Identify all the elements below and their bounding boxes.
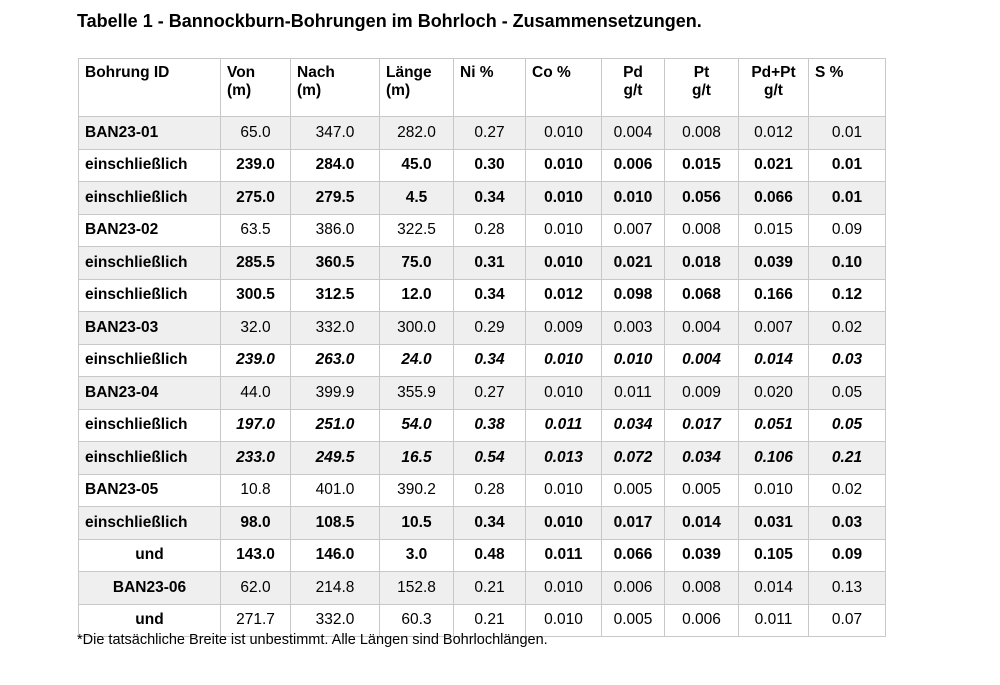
cell-value: 360.5: [291, 247, 380, 280]
cell-value: 10.8: [221, 474, 291, 507]
header-unit: (m): [297, 82, 322, 99]
header-pd: [602, 59, 665, 117]
header-pdpt: [739, 59, 809, 117]
cell-value: 0.21: [454, 572, 526, 605]
cell-value: 0.21: [809, 442, 886, 475]
cell-value: 0.039: [739, 247, 809, 280]
cell-value: 0.01: [809, 149, 886, 182]
cell-value: 0.05: [809, 409, 886, 442]
header-unit: (m): [386, 82, 411, 99]
cell-value: 16.5: [380, 442, 454, 475]
table-row: [79, 539, 886, 572]
cell-value: 0.006: [602, 572, 665, 605]
cell-value: 0.011: [739, 604, 809, 637]
cell-value: 332.0: [291, 312, 380, 345]
table-row: [79, 312, 886, 345]
cell-value: 0.34: [454, 344, 526, 377]
cell-value: 45.0: [380, 149, 454, 182]
cell-value: 0.30: [454, 149, 526, 182]
header-label: Bohrung ID: [85, 64, 170, 81]
header-label: Ni %: [460, 64, 494, 81]
cell-value: 0.010: [602, 344, 665, 377]
cell-value: 44.0: [221, 377, 291, 410]
cell-value: 0.105: [739, 539, 809, 572]
cell-value: 0.017: [665, 409, 739, 442]
cell-bohrung-id: BAN23-01: [79, 117, 221, 150]
cell-value: 0.01: [809, 182, 886, 215]
header-laenge: [380, 59, 454, 117]
cell-value: 0.066: [739, 182, 809, 215]
cell-value: 0.015: [739, 214, 809, 247]
cell-value: 300.0: [380, 312, 454, 345]
cell-value: 332.0: [291, 604, 380, 637]
cell-value: 0.010: [526, 344, 602, 377]
cell-value: 0.29: [454, 312, 526, 345]
cell-value: 0.014: [665, 507, 739, 540]
cell-bohrung-id: BAN23-02: [79, 214, 221, 247]
table-row: [79, 572, 886, 605]
cell-bohrung-id: einschließlich: [79, 279, 221, 312]
cell-value: 4.5: [380, 182, 454, 215]
cell-value: 65.0: [221, 117, 291, 150]
cell-value: 0.09: [809, 214, 886, 247]
cell-value: 0.013: [526, 442, 602, 475]
header-co: [526, 59, 602, 117]
cell-value: 263.0: [291, 344, 380, 377]
cell-value: 75.0: [380, 247, 454, 280]
cell-value: 32.0: [221, 312, 291, 345]
cell-bohrung-id: einschließlich: [79, 409, 221, 442]
cell-value: 0.010: [526, 214, 602, 247]
table-body: [79, 117, 886, 637]
cell-value: 0.066: [602, 539, 665, 572]
header-bohrung-id: [79, 59, 221, 117]
cell-value: 0.10: [809, 247, 886, 280]
cell-value: 0.008: [665, 117, 739, 150]
cell-value: 0.008: [665, 214, 739, 247]
cell-value: 0.056: [665, 182, 739, 215]
cell-value: 0.28: [454, 214, 526, 247]
cell-value: 0.106: [739, 442, 809, 475]
cell-value: 54.0: [380, 409, 454, 442]
cell-value: 0.018: [665, 247, 739, 280]
table-row: [79, 214, 886, 247]
header-pt: [665, 59, 739, 117]
cell-value: 62.0: [221, 572, 291, 605]
cell-value: 0.12: [809, 279, 886, 312]
cell-value: 399.9: [291, 377, 380, 410]
cell-bohrung-id: BAN23-05: [79, 474, 221, 507]
header-label: Länge: [386, 64, 432, 81]
cell-value: 0.007: [602, 214, 665, 247]
cell-value: 0.010: [526, 474, 602, 507]
cell-value: 0.166: [739, 279, 809, 312]
cell-value: 0.09: [809, 539, 886, 572]
cell-value: 0.004: [665, 312, 739, 345]
table-row: [79, 507, 886, 540]
drill-results-table: [78, 58, 886, 637]
table-row: [79, 344, 886, 377]
cell-value: 282.0: [380, 117, 454, 150]
table-row: [79, 247, 886, 280]
cell-value: 233.0: [221, 442, 291, 475]
cell-value: 239.0: [221, 149, 291, 182]
cell-value: 0.02: [809, 474, 886, 507]
header-ni: [454, 59, 526, 117]
cell-value: 0.010: [739, 474, 809, 507]
table-title: Tabelle 1 - Bannockburn-Bohrungen im Bohrloch - Zusammensetzungen.: [77, 11, 702, 31]
cell-value: 0.008: [665, 572, 739, 605]
cell-value: 143.0: [221, 539, 291, 572]
cell-value: 0.007: [739, 312, 809, 345]
cell-value: 197.0: [221, 409, 291, 442]
cell-value: 152.8: [380, 572, 454, 605]
cell-bohrung-id: einschließlich: [79, 507, 221, 540]
cell-value: 0.21: [454, 604, 526, 637]
cell-value: 214.8: [291, 572, 380, 605]
cell-value: 0.003: [602, 312, 665, 345]
cell-value: 284.0: [291, 149, 380, 182]
cell-value: 271.7: [221, 604, 291, 637]
header-label: Von: [227, 64, 256, 81]
header-label: Co %: [532, 64, 571, 81]
cell-value: 24.0: [380, 344, 454, 377]
cell-value: 0.005: [665, 474, 739, 507]
cell-value: 322.5: [380, 214, 454, 247]
header-label: Pt: [693, 64, 710, 81]
cell-value: 0.010: [526, 117, 602, 150]
cell-value: 10.5: [380, 507, 454, 540]
cell-value: 0.009: [526, 312, 602, 345]
cell-value: 0.051: [739, 409, 809, 442]
cell-bohrung-id: und: [79, 604, 221, 637]
cell-value: 3.0: [380, 539, 454, 572]
table-row: [79, 279, 886, 312]
header-s: [809, 59, 886, 117]
cell-value: 0.03: [809, 344, 886, 377]
cell-value: 0.34: [454, 507, 526, 540]
cell-bohrung-id: einschließlich: [79, 247, 221, 280]
cell-value: 0.010: [526, 507, 602, 540]
cell-value: 146.0: [291, 539, 380, 572]
cell-value: 0.28: [454, 474, 526, 507]
cell-value: 401.0: [291, 474, 380, 507]
cell-value: 0.01: [809, 117, 886, 150]
cell-value: 0.011: [526, 539, 602, 572]
header-label: S %: [815, 64, 844, 81]
cell-value: 355.9: [380, 377, 454, 410]
cell-value: 63.5: [221, 214, 291, 247]
cell-value: 0.07: [809, 604, 886, 637]
cell-value: 0.020: [739, 377, 809, 410]
cell-value: 0.072: [602, 442, 665, 475]
cell-value: 0.54: [454, 442, 526, 475]
cell-value: 0.009: [665, 377, 739, 410]
cell-value: 108.5: [291, 507, 380, 540]
cell-value: 0.034: [602, 409, 665, 442]
header-unit: (m): [227, 82, 252, 99]
cell-value: 0.098: [602, 279, 665, 312]
cell-value: 0.27: [454, 377, 526, 410]
cell-value: 0.015: [665, 149, 739, 182]
table-row: [79, 182, 886, 215]
cell-value: 0.02: [809, 312, 886, 345]
table-row: [79, 474, 886, 507]
cell-value: 12.0: [380, 279, 454, 312]
cell-value: 0.006: [602, 149, 665, 182]
header-von: [221, 59, 291, 117]
table-row: [79, 442, 886, 475]
cell-value: 312.5: [291, 279, 380, 312]
cell-value: 275.0: [221, 182, 291, 215]
cell-value: 0.068: [665, 279, 739, 312]
cell-bohrung-id: einschließlich: [79, 442, 221, 475]
cell-value: 251.0: [291, 409, 380, 442]
cell-value: 0.48: [454, 539, 526, 572]
cell-value: 0.05: [809, 377, 886, 410]
cell-value: 0.021: [739, 149, 809, 182]
header-label: Nach: [297, 64, 335, 81]
cell-value: 0.012: [739, 117, 809, 150]
cell-value: 0.034: [665, 442, 739, 475]
cell-value: 98.0: [221, 507, 291, 540]
cell-value: 0.34: [454, 182, 526, 215]
cell-value: 239.0: [221, 344, 291, 377]
header-unit: g/t: [764, 82, 783, 99]
cell-value: 0.011: [602, 377, 665, 410]
cell-value: 0.031: [739, 507, 809, 540]
cell-value: 0.006: [665, 604, 739, 637]
cell-value: 0.010: [526, 572, 602, 605]
cell-value: 0.13: [809, 572, 886, 605]
cell-value: 390.2: [380, 474, 454, 507]
cell-bohrung-id: BAN23-06: [79, 572, 221, 605]
header-label: Pd+Pt: [751, 64, 796, 81]
cell-value: 0.010: [526, 247, 602, 280]
cell-value: 0.005: [602, 474, 665, 507]
cell-value: 0.010: [602, 182, 665, 215]
header-unit: g/t: [623, 82, 643, 99]
cell-value: 347.0: [291, 117, 380, 150]
cell-value: 0.004: [602, 117, 665, 150]
cell-bohrung-id: einschließlich: [79, 344, 221, 377]
cell-bohrung-id: BAN23-04: [79, 377, 221, 410]
cell-bohrung-id: einschließlich: [79, 182, 221, 215]
cell-bohrung-id: und: [79, 539, 221, 572]
table-row: [79, 149, 886, 182]
cell-value: 0.004: [665, 344, 739, 377]
cell-value: 285.5: [221, 247, 291, 280]
footnote: *Die tatsächliche Breite ist unbestimmt. Alle Längen sind Bohrlochlängen.: [77, 632, 548, 648]
cell-value: 0.03: [809, 507, 886, 540]
cell-value: 0.38: [454, 409, 526, 442]
cell-value: 0.010: [526, 604, 602, 637]
cell-value: 300.5: [221, 279, 291, 312]
cell-bohrung-id: BAN23-03: [79, 312, 221, 345]
cell-value: 0.039: [665, 539, 739, 572]
header-label: Pd: [623, 64, 643, 81]
cell-value: 0.012: [526, 279, 602, 312]
header-nach: [291, 59, 380, 117]
cell-value: 0.014: [739, 344, 809, 377]
cell-value: 0.010: [526, 182, 602, 215]
cell-value: 0.005: [602, 604, 665, 637]
cell-value: 386.0: [291, 214, 380, 247]
cell-value: 0.31: [454, 247, 526, 280]
cell-value: 0.010: [526, 377, 602, 410]
header-unit: g/t: [692, 82, 711, 99]
cell-value: 0.011: [526, 409, 602, 442]
cell-value: 60.3: [380, 604, 454, 637]
table-row: [79, 377, 886, 410]
cell-value: 0.017: [602, 507, 665, 540]
cell-value: 249.5: [291, 442, 380, 475]
cell-value: 0.014: [739, 572, 809, 605]
cell-value: 0.27: [454, 117, 526, 150]
cell-value: 0.010: [526, 149, 602, 182]
cell-value: 0.021: [602, 247, 665, 280]
table-row: [79, 117, 886, 150]
table-header-row: [79, 59, 886, 117]
cell-value: 0.34: [454, 279, 526, 312]
cell-bohrung-id: einschließlich: [79, 149, 221, 182]
cell-value: 279.5: [291, 182, 380, 215]
table-row: [79, 409, 886, 442]
